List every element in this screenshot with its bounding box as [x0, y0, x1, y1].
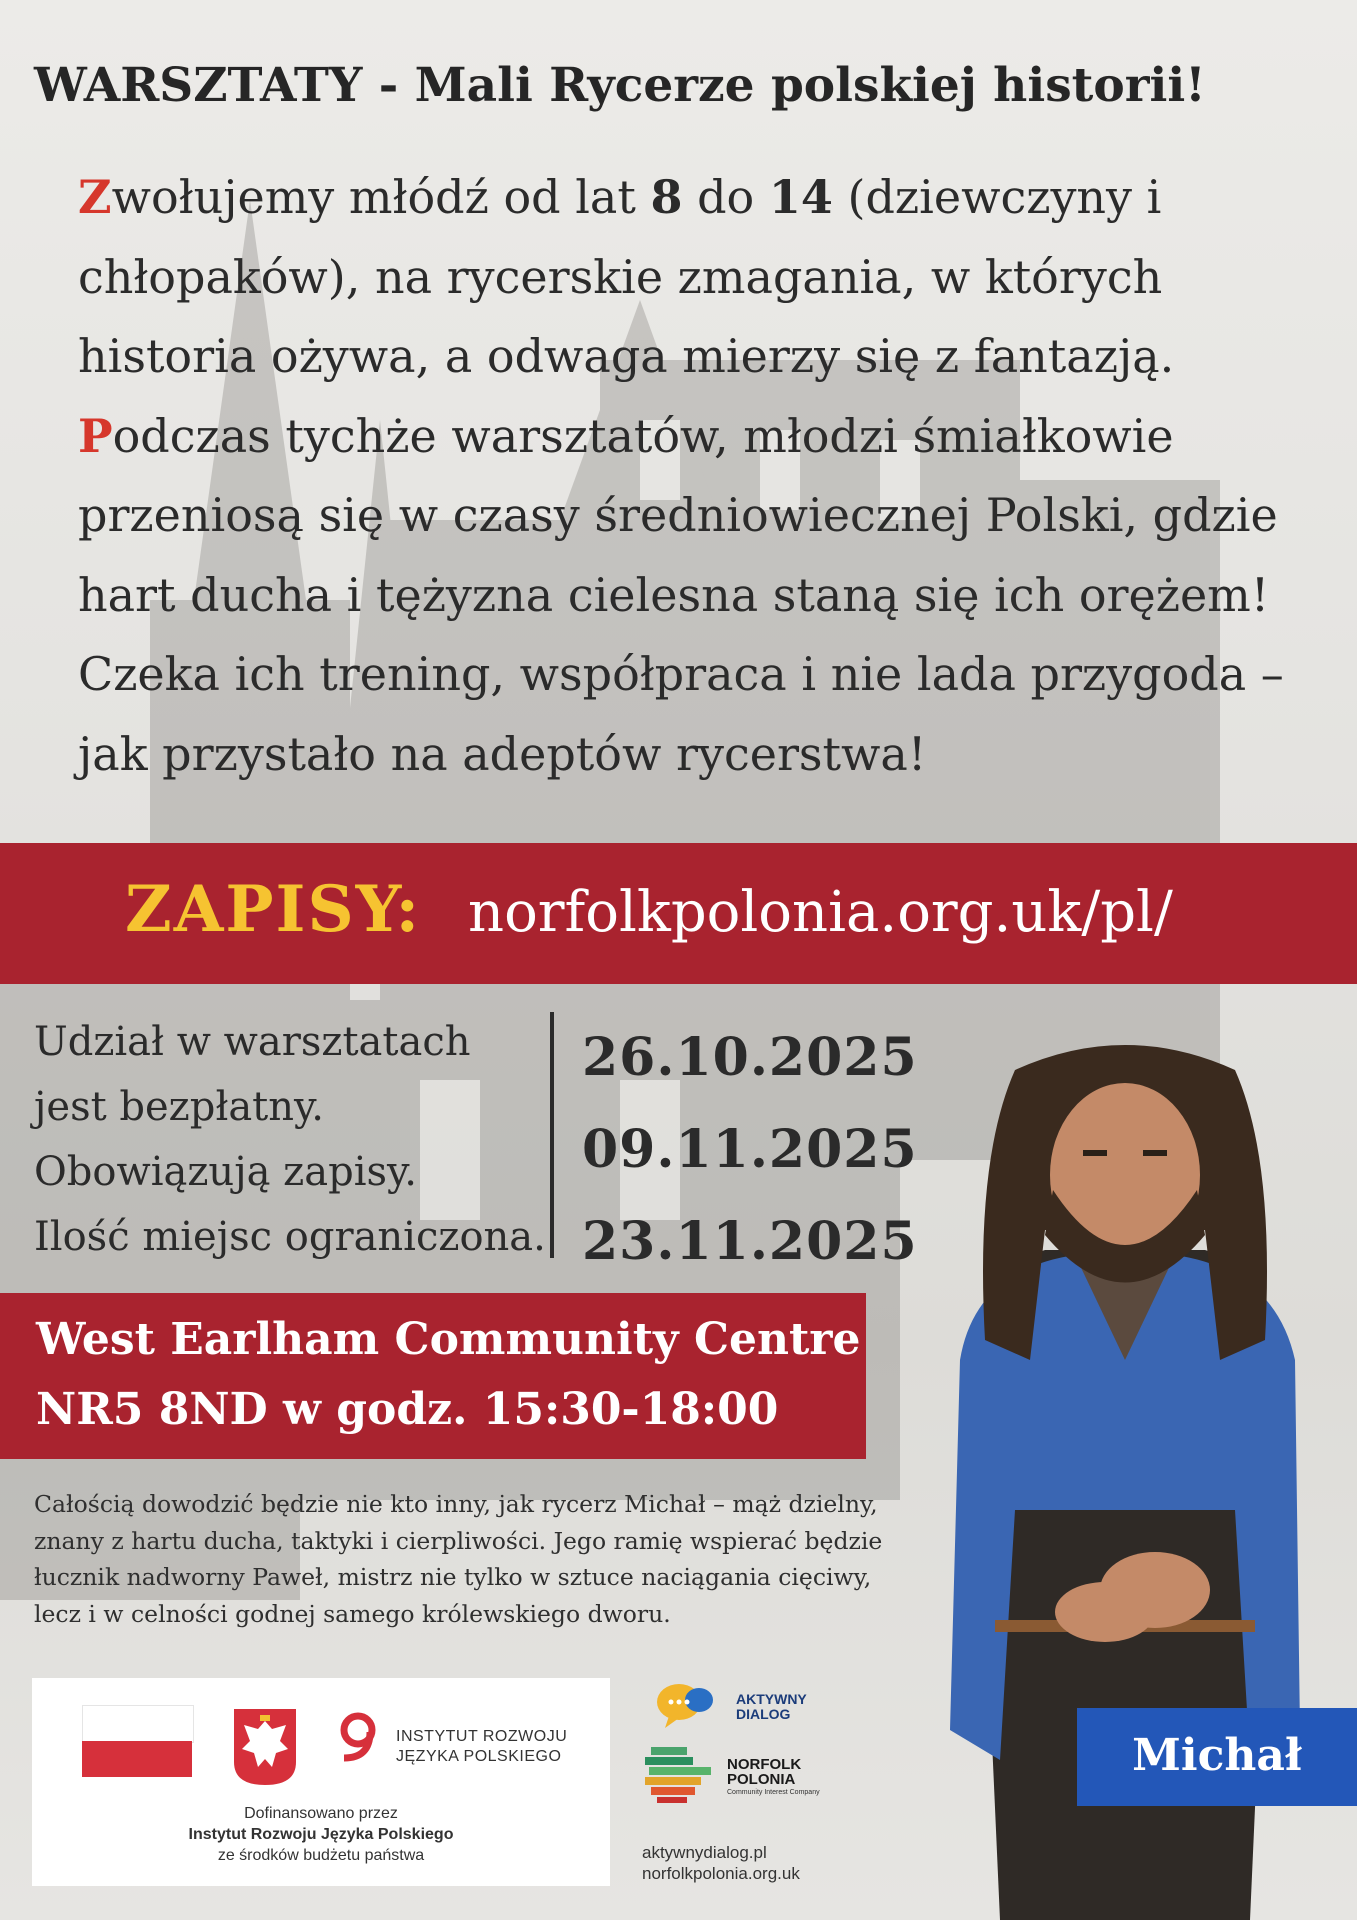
website-link[interactable]: aktywnydialog.pl: [642, 1843, 767, 1862]
aktywny-dialog-name: AKTYWNY DIALOG: [736, 1691, 807, 1722]
info-line: Obowiązują zapisy.: [34, 1149, 418, 1195]
info-line: Udział w warsztatach: [34, 1019, 471, 1065]
website-link[interactable]: norfolkpolonia.org.uk: [642, 1864, 800, 1883]
partner-websites: [642, 1842, 800, 1884]
venue-info: [36, 1305, 860, 1445]
info-line: jest bezpłatny.: [34, 1084, 324, 1130]
polish-flag-icon: [82, 1705, 194, 1743]
intro-paragraph-2: Podczas tychże warsztatów, młodzi śmiałkowie przeniosą się w czasy średniowiecznej Polski, gdzie hart ducha i tężyzna cielesna staną się ich orężem! Czeka ich trening, współpraca i nie lada przygoda – jak przystało na adeptów rycerstwa!: [78, 408, 1284, 781]
funding-note: Dofinansowano przez Instytut Rozwoju Języka Polskiego ze środków budżetu państwa: [188, 1805, 454, 1864]
intro-paragraph-1: Zwołujemy młódź od lat 8 do 14 (dziewczyny i chłopaków), na rycerskie zmagania, w których historia ożywa, a odwaga mierzy się z fantazją.: [78, 170, 1175, 383]
norfolk-polonia-logo-icon: [645, 1745, 720, 1805]
date-item: 26.10.2025: [582, 1027, 918, 1088]
date-item: 23.11.2025: [582, 1211, 918, 1272]
polish-flag-red-stripe: [82, 1741, 192, 1777]
story-text: Całością dowodzić będzie nie kto inny, jak rycerz Michał – mąż dzielny, znany z hartu ducha, taktyki i cierpliwości. Jego ramię wspierać będzie łucznik nadworny Paweł, mistrz nie tylko w sztuce naciągania cięciwy, lecz i w celności godnej samego królewskiego dworu.: [34, 1490, 883, 1628]
aktywny-dialog-logo-icon: [655, 1680, 715, 1730]
irjp-name: INSTYTUT ROZWOJU JĘZYKA POLSKIEGO: [396, 1728, 568, 1765]
divider: [550, 1012, 554, 1258]
age-from: 8: [650, 170, 683, 224]
venue-postcode-time: NR5 8ND w godz. 15:30-18:00: [36, 1384, 779, 1435]
intro-text: [34, 158, 1314, 794]
registration-url[interactable]: norfolkpolonia.org.uk/pl/: [468, 880, 1173, 945]
norfolk-polonia-subtitle: Community Interest Company: [727, 1789, 820, 1796]
info-line: Ilość miejsc ograniczona.: [34, 1214, 546, 1260]
date-item: 09.11.2025: [582, 1119, 918, 1180]
workshop-dates: [582, 1012, 918, 1288]
norfolk-polonia-name: NORFOLK POLONIA: [727, 1756, 802, 1788]
drop-cap-z: Z: [78, 170, 112, 224]
drop-cap-p: P: [78, 408, 113, 463]
participation-info: [34, 1010, 544, 1270]
registration-label: ZAPISY:: [125, 872, 422, 947]
irjp-logo-icon: [336, 1712, 382, 1762]
age-to: 14: [768, 170, 833, 224]
venue-name: West Earlham Community Centre: [36, 1314, 861, 1365]
polish-eagle-emblem-icon: [232, 1707, 298, 1787]
knight-name: Michał: [1132, 1730, 1302, 1781]
page-title: WARSZTATY - Mali Rycerze polskiej historii!: [34, 58, 1206, 113]
